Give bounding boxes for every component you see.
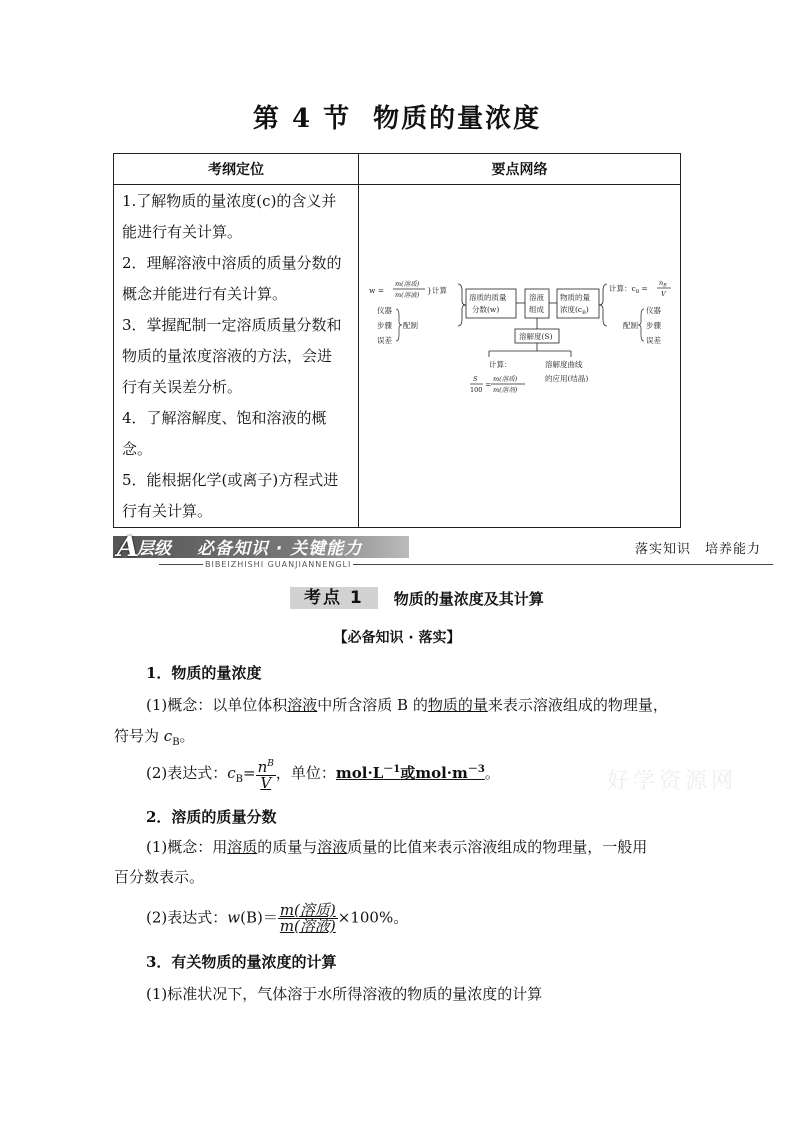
text: (2)表达式： — [146, 908, 228, 927]
symbol: c — [227, 764, 236, 782]
network-cell — [359, 185, 681, 528]
concentration-close: ) — [585, 305, 589, 314]
paragraph-concept-1 — [146, 694, 668, 715]
text: (1)概念：用 — [146, 838, 228, 856]
heading-2: 2．溶质的质量分数 — [146, 808, 277, 826]
composition-line: 组成 — [529, 305, 544, 314]
calc-right-label — [609, 283, 648, 295]
symbol-sub: B — [235, 774, 244, 785]
paragraph-concept-2 — [146, 836, 647, 857]
cb-num — [659, 279, 667, 289]
text: 或 — [400, 764, 416, 782]
kaodian-label: 考点 1 — [290, 587, 378, 609]
heading-1: 1．物质的量浓度 — [146, 664, 262, 682]
subhead: 【必备知识 · 落实】 — [333, 630, 461, 646]
paragraph-concept-2-cont: 百分数表示。 — [114, 868, 205, 886]
calc-right-sub: B — [635, 289, 640, 295]
banner-letter: A — [117, 530, 139, 563]
banner-level: 层级 — [137, 539, 171, 559]
curve-line: 的应用(结晶) — [545, 374, 589, 383]
text: mol·m — [415, 764, 468, 782]
outline-table — [113, 153, 681, 528]
left-item: 误差 — [377, 336, 392, 345]
calc-bottom-label: 计算： — [489, 360, 512, 369]
w-formula-left: w = — [369, 286, 385, 295]
text: (B)＝ — [240, 908, 278, 927]
text: 质量的比值来表示溶液组成的物理量，一般用 — [347, 838, 648, 856]
prep-right-label: 配制 — [623, 321, 638, 330]
objective-line: 4．了解溶解度、饱和溶液的概念。 — [122, 409, 327, 458]
text: 。 — [179, 727, 195, 745]
kaodian-heading — [290, 586, 544, 610]
left-item: 仪器 — [377, 306, 392, 315]
objectives-cell — [114, 185, 359, 528]
fraction — [256, 757, 276, 791]
w-formula-num: m(溶质) — [395, 280, 420, 288]
section-name: 物质的量浓度 — [373, 104, 542, 134]
text: －3 — [467, 764, 485, 775]
big-right-brace — [599, 284, 607, 326]
text: －1 — [383, 764, 401, 775]
objectives-list — [114, 185, 358, 527]
heading-3: 3．有关物质的量浓度的计算 — [146, 953, 337, 971]
paragraph-expression-1 — [146, 757, 500, 791]
page-title — [0, 98, 794, 135]
objective-line: 概念并能进行有关计算。 — [122, 285, 288, 303]
cb-den: V — [661, 290, 666, 298]
kaodian-title: 物质的量浓度及其计算 — [393, 589, 544, 608]
answer-blank — [336, 764, 485, 782]
text: B — [267, 759, 274, 769]
objective-line: 物质的量浓度溶液的方法，会进 — [122, 347, 333, 365]
objective-line: 行有关误差分析。 — [122, 378, 243, 396]
objective-line: 1.了解物质的量浓度(c)的含义并 — [122, 192, 337, 210]
text: 来表示溶液组成的物理量， — [487, 696, 668, 714]
left-brace — [396, 309, 402, 341]
right-item: 步骤 — [646, 321, 661, 330]
fraction — [278, 903, 338, 934]
symbol: w — [227, 908, 241, 927]
text: (1)概念：以单位体积 — [146, 696, 288, 714]
answer-blank: 物质的量 — [427, 696, 488, 714]
prep-left-label: 配制 — [403, 321, 418, 330]
right-item: 仪器 — [646, 306, 661, 315]
objective-line: 能进行有关计算。 — [122, 223, 243, 241]
s-den: 100 — [470, 386, 483, 394]
objective-line: 2．理解溶液中溶质的质量分数的 — [122, 254, 342, 272]
paragraph-expression-2 — [146, 903, 408, 934]
s-rden: m(溶剂) — [493, 386, 518, 394]
level-banner — [113, 532, 773, 574]
objective-line: 3．掌握配制一定溶质质量分数和 — [122, 316, 342, 334]
answer-blank: 溶液 — [287, 696, 318, 714]
header-left: 考纲定位 — [114, 154, 359, 185]
w-formula-den: m(溶液) — [395, 291, 420, 299]
text: = — [243, 764, 256, 782]
concentration-text: 浓度(c — [560, 305, 583, 314]
fraction-num: m(溶质) — [279, 901, 336, 919]
fraction-den: V — [260, 774, 272, 792]
calc-right-eq: = — [641, 284, 648, 293]
answer-blank: 溶质 — [227, 838, 258, 856]
s-eq: = — [485, 380, 492, 389]
composition-line: 溶液 — [529, 293, 544, 302]
banner-pinyin: BIBEIZHISHI GUANJIANNENGLI — [205, 560, 352, 569]
objective-line: 行有关计算。 — [122, 502, 213, 520]
cb-num-sub: B — [663, 283, 667, 289]
right-item: 误差 — [646, 336, 661, 345]
text: 的质量与 — [257, 838, 318, 856]
mass-fraction-line: 分数(w) — [472, 305, 500, 314]
answer-blank: 溶液 — [317, 838, 348, 856]
solubility-label: 溶解度(S) — [519, 332, 553, 341]
right-brace — [638, 309, 644, 341]
paragraph-calc: (1)标准状况下，气体溶于水所得溶液的物质的量浓度的计算 — [146, 985, 543, 1003]
text: n — [257, 758, 268, 776]
text: 。 — [484, 764, 500, 782]
s-num: S — [473, 375, 478, 383]
banner-right: 落实知识 培养能力 — [634, 542, 761, 557]
knowledge-network-diagram — [359, 185, 681, 497]
big-left-brace — [458, 284, 466, 326]
concentration-line: 物质的量 — [560, 293, 590, 302]
banner-main: 必备知识 · 关键能力 — [197, 539, 363, 559]
text: ，单位： — [275, 764, 336, 782]
text: 符号为 — [114, 727, 164, 745]
text: (2)表达式： — [146, 764, 228, 782]
mass-fraction-line: 溶质的质量 — [469, 293, 507, 302]
concentration-line — [560, 304, 589, 316]
paragraph-concept-1-cont — [114, 725, 195, 748]
cb-num-text: n — [659, 279, 664, 287]
calc-left-label: 计算 — [432, 286, 447, 295]
objective-line: 5．能根据化学(或离子)方程式进 — [122, 471, 339, 489]
concentration-sub: B — [582, 310, 586, 316]
text: 中所含溶质 B 的 — [317, 696, 428, 714]
symbol: c — [163, 727, 173, 745]
text: ×100%。 — [337, 908, 409, 927]
header-right: 要点网络 — [359, 154, 681, 185]
section-number: 第 4 节 — [252, 104, 352, 134]
fraction-den: m(溶液) — [279, 917, 336, 935]
s-rnum: m(溶质) — [493, 375, 518, 383]
brace-char: } — [427, 286, 432, 295]
calc-right-text: 计算：c — [609, 284, 636, 293]
left-item: 步骤 — [377, 321, 392, 330]
watermark: 好学资源网 — [607, 769, 738, 794]
text: mol·L — [335, 764, 384, 782]
curve-line: 溶解度曲线 — [545, 360, 583, 369]
symbol-sub: B — [172, 737, 180, 748]
